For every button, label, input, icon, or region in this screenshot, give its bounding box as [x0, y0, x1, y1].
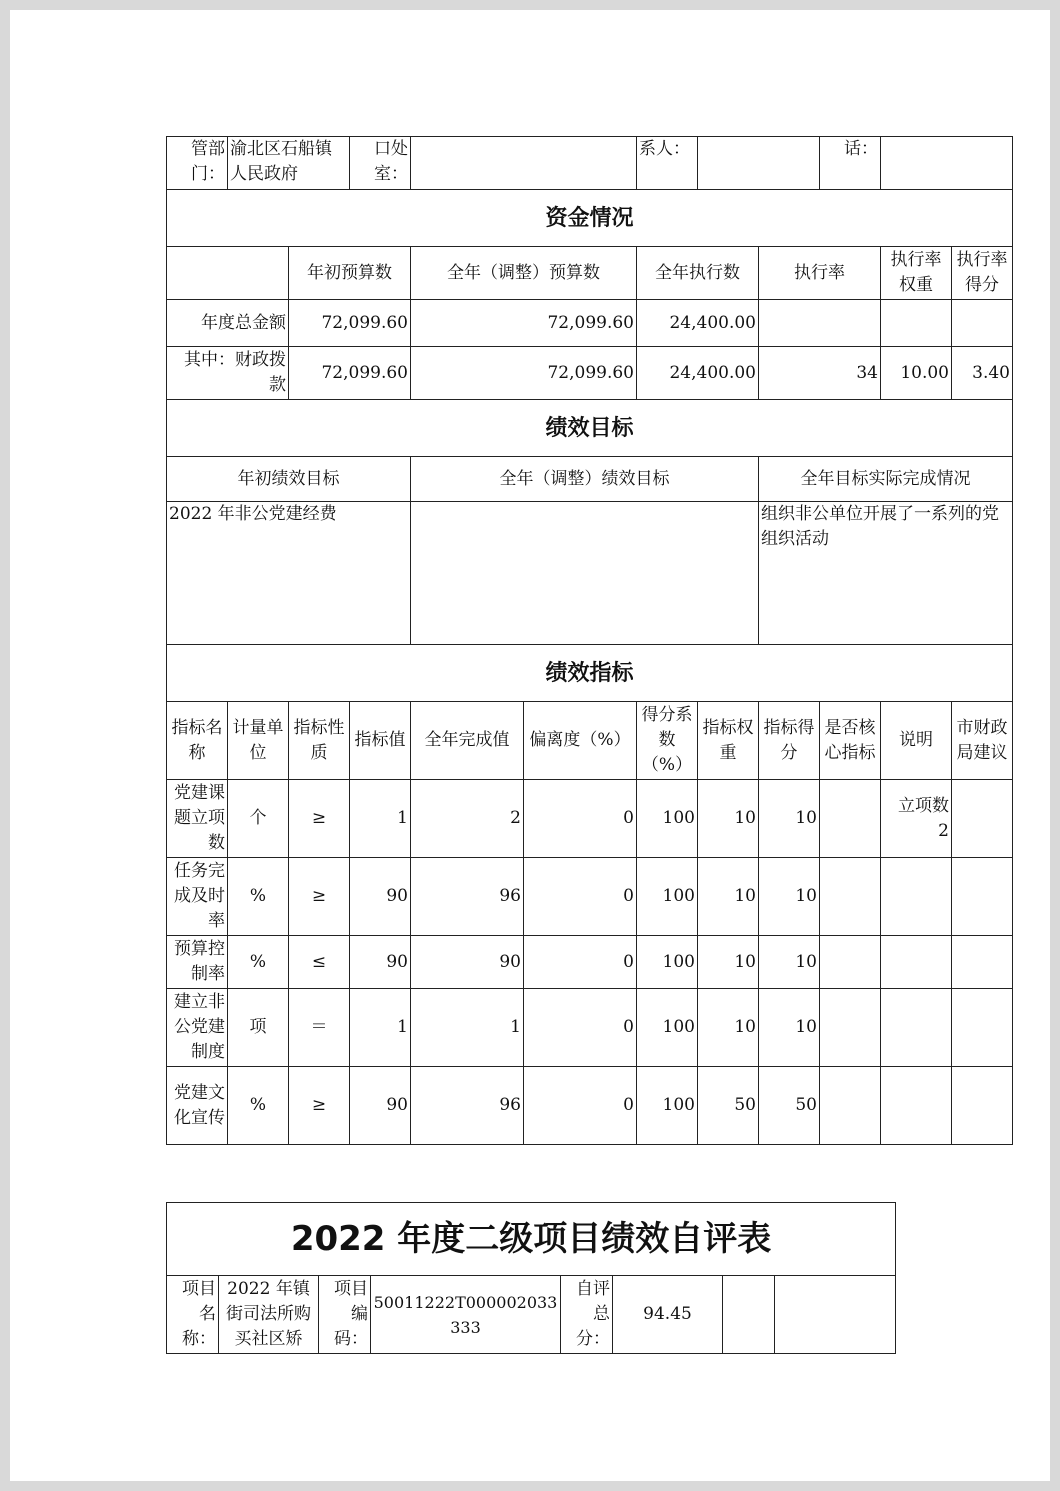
ind-note [881, 936, 952, 989]
ind-header-value: 指标值 [350, 702, 411, 780]
ind-header-advice: 市财政局建议 [952, 702, 1013, 780]
funds-header-adjusted: 全年（调整）预算数 [411, 247, 637, 300]
funds-cell: 34 [759, 347, 881, 400]
ind-nature: ≥ [289, 780, 350, 858]
ind-value: 90 [350, 1067, 411, 1145]
ind-unit: % [228, 936, 289, 989]
ind-note [881, 1067, 952, 1145]
ind-header-weight: 指标权重 [698, 702, 759, 780]
funds-section-title: 资金情况 [167, 190, 1013, 247]
performance-table [166, 136, 1013, 1145]
ind-header-note: 说明 [881, 702, 952, 780]
dept-value: 渝北区石船镇人民政府 [228, 137, 350, 190]
ind-unit: 个 [228, 780, 289, 858]
ind-advice [952, 780, 1013, 858]
goals-header-actual: 全年目标实际完成情况 [759, 457, 1013, 502]
project-name-label: 项目名称： [167, 1276, 219, 1354]
ind-note [881, 989, 952, 1067]
ind-score: 50 [759, 1067, 820, 1145]
ind-name: 任务完成及时率 [167, 858, 228, 936]
self-score-label: 自评总分： [561, 1276, 613, 1354]
goals-header-adjusted: 全年（调整）绩效目标 [411, 457, 759, 502]
ind-core [820, 989, 881, 1067]
project-name-value: 2022 年镇街司法所购买社区矫 [219, 1276, 319, 1354]
second-evaluation-table [166, 1202, 896, 1354]
ind-score: 10 [759, 780, 820, 858]
ind-advice [952, 989, 1013, 1067]
funds-header-initial: 年初预算数 [289, 247, 411, 300]
ind-header-name: 指标名称 [167, 702, 228, 780]
funds-row-label: 其中：财政拨款 [167, 347, 289, 400]
ind-unit: % [228, 858, 289, 936]
goals-header-initial: 年初绩效目标 [167, 457, 411, 502]
ind-deviation: 0 [524, 780, 637, 858]
funds-cell: 72,099.60 [411, 300, 637, 347]
contact-value [698, 137, 820, 190]
ind-deviation: 0 [524, 1067, 637, 1145]
ind-header-score: 指标得分 [759, 702, 820, 780]
funds-cell: 10.00 [881, 347, 952, 400]
ind-actual: 2 [411, 780, 524, 858]
ind-core [820, 1067, 881, 1145]
goals-initial-text: 2022 年非公党建经费 [167, 502, 411, 645]
contact-label: 系人： [637, 137, 698, 190]
ind-header-unit: 计量单位 [228, 702, 289, 780]
funds-cell: 24,400.00 [637, 347, 759, 400]
funds-header-executed: 全年执行数 [637, 247, 759, 300]
ind-note [881, 858, 952, 936]
funds-cell: 72,099.60 [411, 347, 637, 400]
ind-value: 90 [350, 858, 411, 936]
office-value [411, 137, 637, 190]
ind-unit: 项 [228, 989, 289, 1067]
ind-deviation: 0 [524, 936, 637, 989]
project-code-value: 50011222T000002033333 [371, 1276, 561, 1354]
ind-coef: 100 [637, 1067, 698, 1145]
ind-name: 党建课题立项数 [167, 780, 228, 858]
funds-cell [759, 300, 881, 347]
funds-cell [881, 300, 952, 347]
ind-weight: 50 [698, 1067, 759, 1145]
ind-header-deviation: 偏离度（%） [524, 702, 637, 780]
ind-nature: ＝ [289, 989, 350, 1067]
funds-cell: 72,099.60 [289, 300, 411, 347]
ind-coef: 100 [637, 989, 698, 1067]
funds-row-label: 年度总金额 [167, 300, 289, 347]
ind-weight: 10 [698, 989, 759, 1067]
ind-header-nature: 指标性质 [289, 702, 350, 780]
blank-cell [723, 1276, 775, 1354]
goals-adjusted-text [411, 502, 759, 645]
ind-actual: 96 [411, 858, 524, 936]
office-label: 口处室： [350, 137, 411, 190]
phone-label: 话： [820, 137, 881, 190]
ind-nature: ≤ [289, 936, 350, 989]
ind-core [820, 936, 881, 989]
ind-coef: 100 [637, 858, 698, 936]
ind-weight: 10 [698, 936, 759, 989]
ind-advice [952, 1067, 1013, 1145]
ind-nature: ≥ [289, 1067, 350, 1145]
ind-core [820, 858, 881, 936]
funds-header-score: 执行率得分 [952, 247, 1013, 300]
goals-actual-text: 组织非公单位开展了一系列的党组织活动 [759, 502, 1013, 645]
ind-weight: 10 [698, 780, 759, 858]
ind-actual: 90 [411, 936, 524, 989]
phone-value [881, 137, 1013, 190]
ind-unit: % [228, 1067, 289, 1145]
funds-cell: 24,400.00 [637, 300, 759, 347]
funds-cell [952, 300, 1013, 347]
ind-advice [952, 936, 1013, 989]
ind-deviation: 0 [524, 858, 637, 936]
document-page [10, 10, 1050, 1481]
funds-header-weight: 执行率权重 [881, 247, 952, 300]
goals-section-title: 绩效目标 [167, 400, 1013, 457]
indicators-section-title: 绩效指标 [167, 645, 1013, 702]
funds-header-rate: 执行率 [759, 247, 881, 300]
ind-advice [952, 858, 1013, 936]
project-code-label: 项目编码： [319, 1276, 371, 1354]
funds-cell: 3.40 [952, 347, 1013, 400]
ind-core [820, 780, 881, 858]
self-score-value: 94.45 [613, 1276, 723, 1354]
ind-deviation: 0 [524, 989, 637, 1067]
ind-header-coef: 得分系数（%） [637, 702, 698, 780]
ind-score: 10 [759, 989, 820, 1067]
ind-coef: 100 [637, 780, 698, 858]
dept-label: 管部门： [167, 137, 228, 190]
ind-nature: ≥ [289, 858, 350, 936]
ind-actual: 1 [411, 989, 524, 1067]
ind-weight: 10 [698, 858, 759, 936]
second-table-title: 2022 年度二级项目绩效自评表 [167, 1203, 896, 1276]
ind-name: 建立非公党建制度 [167, 989, 228, 1067]
ind-actual: 96 [411, 1067, 524, 1145]
ind-note: 立项数 2 [881, 780, 952, 858]
ind-value: 90 [350, 936, 411, 989]
funds-header-blank [167, 247, 289, 300]
ind-name: 党建文化宣传 [167, 1067, 228, 1145]
ind-coef: 100 [637, 936, 698, 989]
ind-header-actual: 全年完成值 [411, 702, 524, 780]
ind-score: 10 [759, 858, 820, 936]
ind-header-core: 是否核心指标 [820, 702, 881, 780]
ind-value: 1 [350, 989, 411, 1067]
blank-cell [775, 1276, 896, 1354]
ind-name: 预算控制率 [167, 936, 228, 989]
ind-value: 1 [350, 780, 411, 858]
funds-cell: 72,099.60 [289, 347, 411, 400]
ind-score: 10 [759, 936, 820, 989]
